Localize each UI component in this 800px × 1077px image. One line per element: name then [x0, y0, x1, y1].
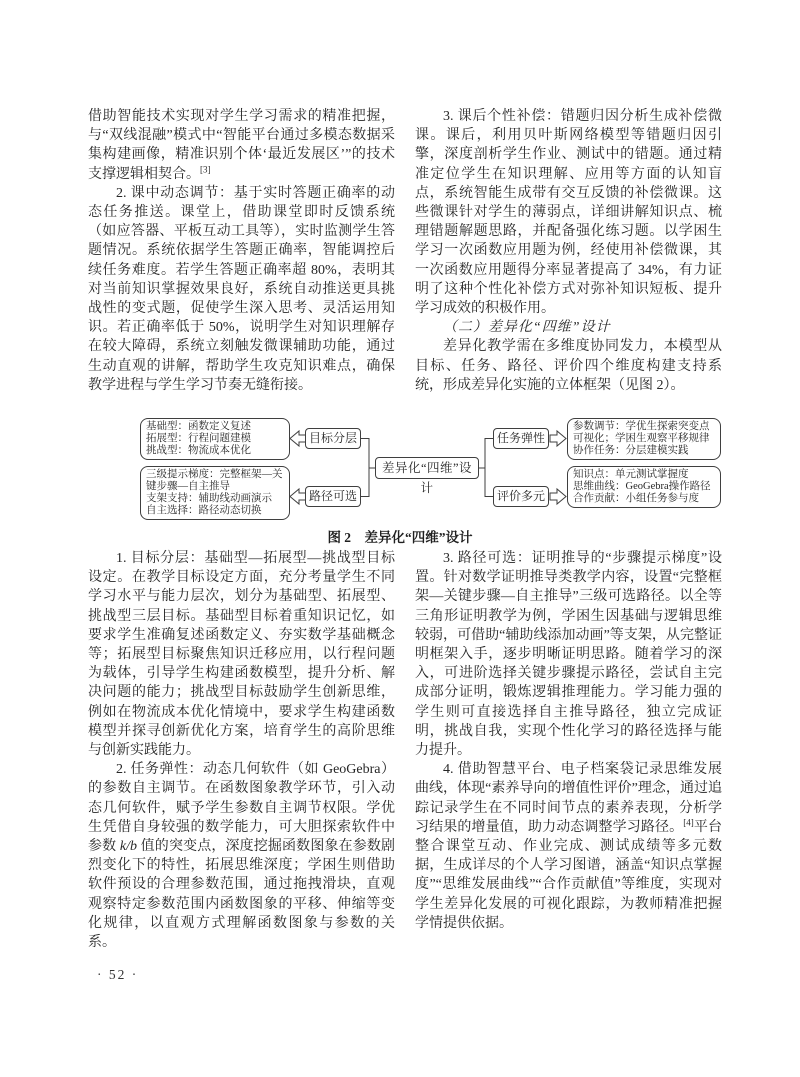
diagram-item: 三级提示梯度：完整框架—关键步骤—自主推导	[146, 469, 283, 492]
bottom-text-section	[88, 549, 722, 952]
bottom-left-column	[88, 549, 395, 952]
diagram-label-multi-evaluation: 评价多元	[493, 486, 549, 507]
paragraph: 2. 任务弹性：动态几何软件（如 GeoGebra）的参数自主调节。在函数图象教学环节，引入动态几何软件，赋予学生参数自主调节权限。学优生凭借自身较强的数学能力，可大胆探索软件中参数 k/b 值的突变点，深度挖掘函数图象在参数剧烈变化下的特性，拓展思维深度；学困生则借助软件预设的合理参数范围，通过拖拽滑块，直观观察特定参数范围内函数图象的平移、伸缩等变化规律，以直观方式理解函数图象与参数的关系。	[88, 762, 396, 951]
top-left-column	[88, 107, 395, 395]
diagram-box-path-examples	[140, 466, 290, 520]
diagram-center-node: 差异化“四维”设计	[375, 457, 479, 479]
diagram-item: 思维曲线：GeoGebra操作路径	[573, 481, 711, 492]
paragraph: 3. 课后个性补偿：错题归因分析生成补偿微课。课后，利用贝叶斯网络模型等错题归因引擎，深度剖析学生作业、测试中的错题。通过精准定位学生在知识理解、应用等方面的认知盲点，系统智能生成带有交互反馈的补偿微课。这些微课针对学生的薄弱点，详细讲解知识点、梳理错题解题思路，并配备强化练习题。以学困生学习一次函数应用题为例，经使用补偿微课，其一次函数应用题得分率显著提高了 34%，有力证明了这种个性化补偿方式对弥补知识短板、提升学习成效的积极作用。	[415, 109, 722, 317]
diagram-item: 参数调节：学优生探索突变点可视化；学困生观察平移规律	[573, 421, 710, 444]
diagram-item: 合作贡献：小组任务参与度	[573, 493, 699, 504]
page-number: · 52 ·	[97, 967, 139, 982]
paragraph: 差异化教学需在多维度协同发力，本模型从目标、任务、路径、评价四个维度构建支持系统，形成差异化实施的立体框架（见图 2）。	[415, 339, 722, 393]
top-text-section	[88, 107, 722, 395]
diagram-label-goal-tiers: 目标分层	[305, 428, 361, 449]
figure-2-diagram	[0, 418, 800, 524]
reference-superscript: [3]	[200, 163, 211, 174]
paragraph: 3. 路径可选：证明推导的“步骤提示梯度”设置。针对数学证明推导类教学内容，设置“完整框架—关键步骤—自主推导”三级可选路径。以全等三角形证明教学为例，学困生因基础与逻辑思维较弱，可借助“辅助线添加动画”等支架，从完整证明框架入手，逐步明晰证明思路。随着学习的深入，可进阶选择关键步骤提示路径，尝试自主完成部分证明，锻炼逻辑推理能力。学习能力强的学生则可直接选择自主推导路径，独立完成证明，挑战自我，实现个性化学习的路径选择与能力提升。	[415, 551, 722, 759]
block-arrow-right-icon	[550, 489, 566, 504]
diagram-item: 知识点：单元测试掌握度	[573, 469, 689, 480]
paragraph: 借助智能技术实现对学生学习需求的精准把握，与“双线混融”模式中“智能平台通过多模态数据采集构建画像，精准识别个体‘最近发展区’”的技术支撑逻辑相契合。[3]	[88, 109, 395, 182]
diagram-label-path-options: 路径可选	[305, 486, 361, 507]
diagram-item: 自主选择：路径动态切换	[146, 505, 262, 516]
paragraph: 1. 目标分层：基础型—拓展型—挑战型目标设定。在教学目标设定方面，充分考量学生不同学习水平与能力层次，划分为基础型、拓展型、挑战型三层目标。基础型目标着重知识记忆，如要求学生准确复述函数定义、夯实数学基础概念等；拓展型目标聚焦知识迁移应用，以行程问题为载体，引导学生构建函数模型，提升分析、解决问题的能力；挑战型目标鼓励学生创新思维，例如在物流成本优化情境中，要求学生构建函数模型并探寻创新优化方案，培育学生的高阶思维与创新实践能力。	[88, 551, 395, 759]
bottom-right-column	[415, 549, 722, 952]
diagram-item: 支架支持：辅助线动画演示	[146, 493, 272, 504]
section-subheading: （二）差异化“四维”设计	[443, 320, 611, 336]
diagram-item: 基础型：函数定义复述	[146, 421, 251, 432]
diagram-box-task-examples	[567, 418, 721, 460]
block-arrow-right-icon	[550, 431, 566, 446]
paragraph: 4. 借助智慧平台、电子档案袋记录思维发展曲线，体现“素养导向的增值性评价”理念，通过追踪记录学生在不同时间节点的素养表现，分析学习结果的增量值，助力动态调整学习路径。[4]平台整合课堂互动、作业完成、测试成绩等多元数据，生成详尽的个人学习图谱，涵盖“知识点掌握度”“思维发展曲线”“合作贡献值”等维度，实现对学生差异化发展的可视化跟踪，为教师精准把握学情提供依据。	[415, 762, 723, 931]
diagram-item: 协作任务：分层建模实践	[573, 445, 689, 456]
diagram-label-task-elasticity: 任务弹性	[493, 428, 549, 449]
diagram-item: 拓展型：行程问题建模	[146, 433, 251, 444]
diagram-item: 挑战型：物流成本优化	[146, 445, 251, 456]
figure-caption: 图 2 差异化“四维”设计	[327, 530, 473, 545]
paragraph: 2. 课中动态调节：基于实时答题正确率的动态任务推送。课堂上，借助课堂即时反馈系统（如应答器、平板互动工具等），实时监测学生答题情况。系统依据学生答题正确率，智能调控后续任务难度。若学生答题正确率超 80%，表明其对当前知识掌握效果良好，系统自动推送更具挑战性的变式题，促使学生深入思考、灵活运用知识。若正确率低于 50%，说明学生对知识理解存在较大障碍，系统立刻触发微课辅助功能，通过生动直观的讲解，帮助学生攻克知识难点，确保教学进程与学生学习节奏无缝衔接。	[88, 185, 395, 393]
block-arrow-left-icon	[290, 489, 306, 504]
reference-superscript: [4]	[683, 817, 694, 828]
diagram-box-goal-examples	[140, 418, 290, 460]
block-arrow-left-icon	[290, 431, 306, 446]
top-right-column	[415, 107, 722, 395]
diagram-box-evaluation-examples	[567, 466, 721, 508]
